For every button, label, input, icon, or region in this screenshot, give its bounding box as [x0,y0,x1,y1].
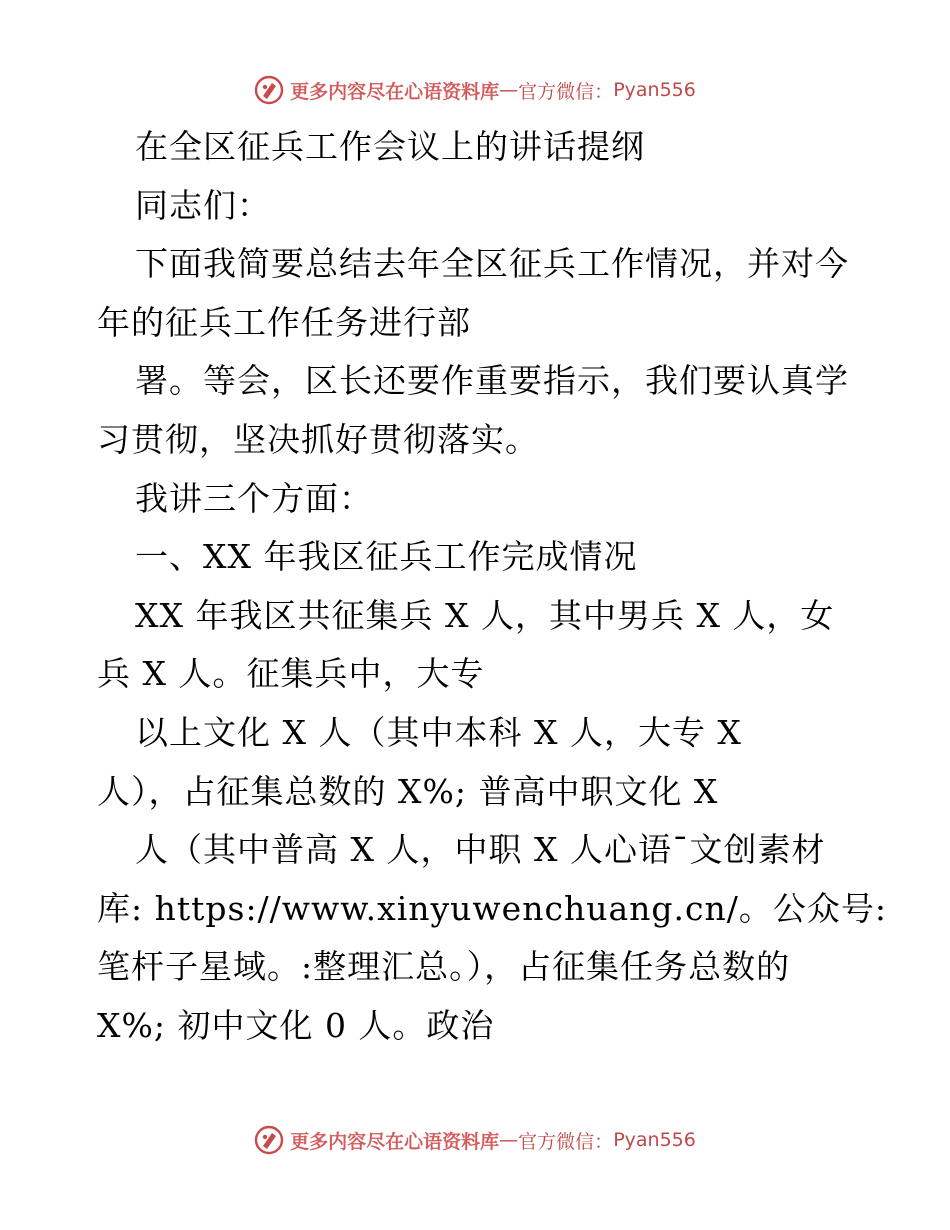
paragraph-line: 库: https://www.xinyuwenchuang.cn/。公众号: [97,888,887,928]
watermark-dash: — [499,79,519,101]
paragraph-line: XX 年我区共征集兵 X 人，其中男兵 X 人，女 [135,595,835,635]
paragraph-line: 笔杆子星域。:整理汇总。），占征集任务总数的 [97,947,791,987]
salutation: 同志们： [135,185,271,225]
document-body [97,118,887,1056]
paragraph-line: 兵 X 人。征集兵中，大专 [97,654,485,694]
document-title: 在全区征兵工作会议上的讲话提纲 [135,127,645,166]
paragraph-line: 习贯彻，坚决抓好贯彻落实。 [97,419,539,459]
watermark-handle: Pyan556 [613,79,696,101]
watermark-logo-icon [254,1125,284,1155]
paragraph-line: X%; 初中文化 0 人。政治 [97,1005,495,1045]
paragraph-line: 年的征兵工作任务进行部 [97,302,471,342]
watermark-text: 更多内容尽在心语资料库 [290,1130,500,1153]
footer-watermark [0,1120,950,1160]
watermark-suffix: 官方微信： [518,80,614,103]
paragraph-line: 署。等会，区长还要作重要指示，我们要认真学 [135,361,849,401]
watermark-text: 更多内容尽在心语资料库 [290,80,500,103]
paragraph-line: 我讲三个方面： [135,478,373,518]
paragraph-line: 下面我简要总结去年全区征兵工作情况，并对今 [135,244,849,284]
watermark-dash: — [499,1129,519,1151]
watermark-logo-icon [254,75,284,105]
paragraph-line: 人），占征集总数的 X%; 普高中职文化 X [97,771,719,811]
watermark-handle: Pyan556 [613,1129,696,1151]
header-watermark [0,70,950,110]
paragraph-line: 以上文化 X 人（其中本科 X 人，大专 X [135,712,742,752]
section-heading: 一、XX 年我区征兵工作完成情况 [135,537,638,577]
paragraph-line: 人（其中普高 X 人，中职 X 人心语¯文创素材 [135,830,826,870]
watermark-suffix: 官方微信： [518,1130,614,1153]
